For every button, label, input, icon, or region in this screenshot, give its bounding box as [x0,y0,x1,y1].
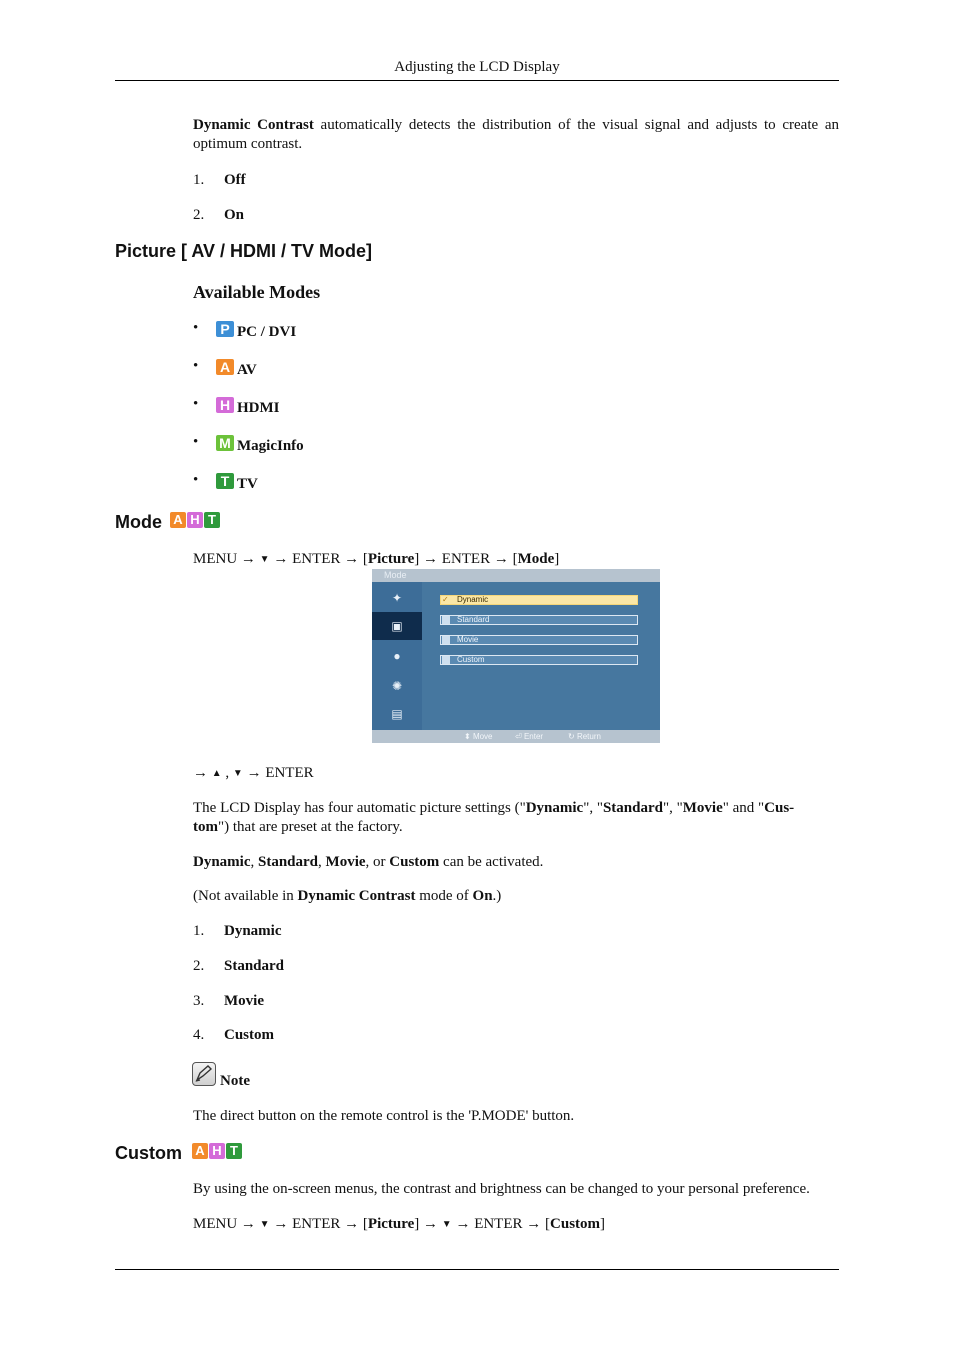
path-text: → ENTER → [ [269,551,368,567]
osd-option-label: Standard [457,615,490,624]
tv-tag-icon: T [226,1143,242,1159]
path-mode: Mode [517,551,555,567]
term: Dynamic [193,854,251,870]
mode-menu-path [193,550,559,570]
dynamic-contrast-paragraph [193,116,839,154]
desc-text: " and " [722,800,765,816]
osd-mode-screenshot [372,569,660,743]
desc-text: The LCD Display has four automatic picture settings (" [193,800,526,816]
osd-sound-item [372,642,422,670]
av-tag-icon: A [192,1143,208,1159]
mode-label-pc-dvi: PC / DVI [237,324,297,340]
footer-rule [115,1269,839,1270]
osd-footer-return [568,731,601,742]
osd-option-dynamic [440,595,638,605]
picture-icon: ▣ [391,619,403,633]
osd-footer-label: Move [472,732,493,741]
list-number: 4. [193,1027,205,1043]
up-arrow-icon: ▲ [211,768,222,779]
list-number: 2. [193,958,205,974]
activation-sentence [193,853,543,872]
osd-multi-control-item [372,700,422,728]
osd-footer-enter [515,731,543,742]
osd-option-label: Custom [457,655,485,664]
mode-list-dynamic: Dynamic [224,923,282,939]
dynamic-contrast-term: Dynamic Contrast [193,117,314,133]
mode-list-movie: Movie [224,993,264,1009]
osd-setup-item [372,672,422,700]
av-mode-icon: A [216,359,234,375]
mode-label-hdmi: HDMI [237,400,280,416]
dynamic-contrast-text: automatically detects the distribution of the visual signal and adjusts to create an optimum contrast. [193,117,840,152]
bullet: • [193,434,199,450]
down-arrow-icon: ▼ [259,1219,270,1230]
text: mode of [415,888,473,904]
mode-availability-icons [170,512,221,528]
tv-tag-icon: T [204,512,220,528]
list-number: 1. [193,172,205,188]
check-icon: ✓ [442,595,449,604]
mode-label-av: AV [237,362,257,378]
mode-list-custom: Custom [224,1027,275,1043]
term: Movie [325,854,366,870]
osd-option-label: Movie [457,635,479,644]
path-text: MENU → [193,551,260,567]
desc-term: tom [193,819,218,835]
gear-icon: ✺ [391,679,403,693]
picture-section-heading: Picture [ AV / HDMI / TV Mode] [115,241,373,261]
list-number: 1. [193,923,205,939]
desc-term: Standard [602,800,663,816]
desc-term: Movie [682,800,723,816]
note-icon [192,1062,216,1086]
path-text: → ENTER → [ [269,1216,368,1232]
hdmi-tag-icon: H [187,512,203,528]
mode-label-magicinfo: MagicInfo [237,438,304,454]
text: (Not available in [193,888,298,904]
sep: , or [365,854,390,870]
custom-section-heading: Custom [115,1143,182,1163]
list-number: 3. [193,993,205,1009]
bullet: • [193,320,199,336]
move-icon: ⬍ [464,732,473,741]
return-icon: ↻ [568,732,577,741]
hdmi-tag-icon: H [209,1143,225,1159]
checkbox-icon [442,616,450,624]
desc-text: ", " [583,800,603,816]
sep: , [318,854,326,870]
mode-description [193,799,839,837]
path-text: ] [600,1216,606,1232]
path-text: MENU → [193,1216,260,1232]
path-picture: Picture [367,1216,415,1232]
display-icon: ▤ [391,707,403,721]
mode-section-heading: Mode [115,512,162,532]
checkbox-icon [442,656,450,664]
osd-title-bar [372,569,660,582]
mode-label-tv: TV [237,476,258,492]
path-picture: Picture [367,551,415,567]
osd-option-custom [440,655,638,665]
term: Standard [258,854,319,870]
term: Custom [389,854,440,870]
down-arrow-icon: ▼ [441,1219,452,1230]
path-text: ] → [414,1216,442,1232]
osd-sidebar [372,582,422,730]
desc-text: ", " [663,800,683,816]
term: Dynamic Contrast [297,888,416,904]
bullet: • [193,472,199,488]
path-text: ] [554,551,560,567]
down-arrow-icon: ▼ [232,768,243,779]
available-modes-heading: Available Modes [193,282,321,302]
text: can be activated. [439,854,544,870]
antenna-icon: ✦ [391,591,403,605]
av-tag-icon: A [170,512,186,528]
magicinfo-mode-icon: M [216,435,234,451]
desc-term: Dynamic [525,800,584,816]
custom-description: By using the on-screen menus, the contrast and brightness can be changed to your personal preference. [193,1181,810,1197]
hdmi-mode-icon: H [216,397,234,413]
path-custom: Custom [550,1216,601,1232]
note-label: Note [220,1073,250,1089]
osd-option-panel [422,582,660,730]
sound-icon: ● [393,649,401,663]
osd-option-standard [440,615,638,625]
text: .) [492,888,502,904]
custom-availability-icons [192,1143,243,1159]
bullet: • [193,358,199,374]
running-header: Adjusting the LCD Display [394,59,560,75]
osd-option-movie [440,635,638,645]
desc-term: Cus- [764,800,795,816]
path-text: → ENTER → [ [451,1216,551,1232]
pc-mode-icon: P [216,321,234,337]
down-arrow-icon: ▼ [259,554,270,565]
option-off: Off [224,172,246,188]
enter-icon: ⏎ [515,732,524,741]
osd-option-label: Dynamic [457,595,489,604]
list-number: 2. [193,207,205,223]
mode-list-standard: Standard [224,958,285,974]
nav-text: , [221,765,233,781]
note-text: The direct button on the remote control is the 'P.MODE' button. [193,1108,575,1124]
path-text: ] → ENTER → [ [414,551,518,567]
osd-footer-label: Enter [523,732,544,741]
osd-picture-item [372,612,422,640]
option-on: On [224,207,245,223]
desc-text: ") that are preset at the factory. [218,819,403,835]
osd-footer-label: Return [576,732,601,741]
osd-footer [372,730,660,743]
tv-mode-icon: T [216,473,234,489]
osd-title: Mode [384,570,407,580]
checkbox-icon [442,636,450,644]
bullet: • [193,396,199,412]
availability-note [193,887,501,906]
osd-input-item [372,584,422,612]
nav-text: → [193,765,212,781]
osd-footer-move [464,731,493,742]
custom-menu-path [193,1215,605,1235]
term: On [472,888,493,904]
sep: , [250,854,258,870]
navigation-instruction [193,764,314,784]
header-rule [115,80,839,81]
nav-text: → ENTER [242,765,314,781]
